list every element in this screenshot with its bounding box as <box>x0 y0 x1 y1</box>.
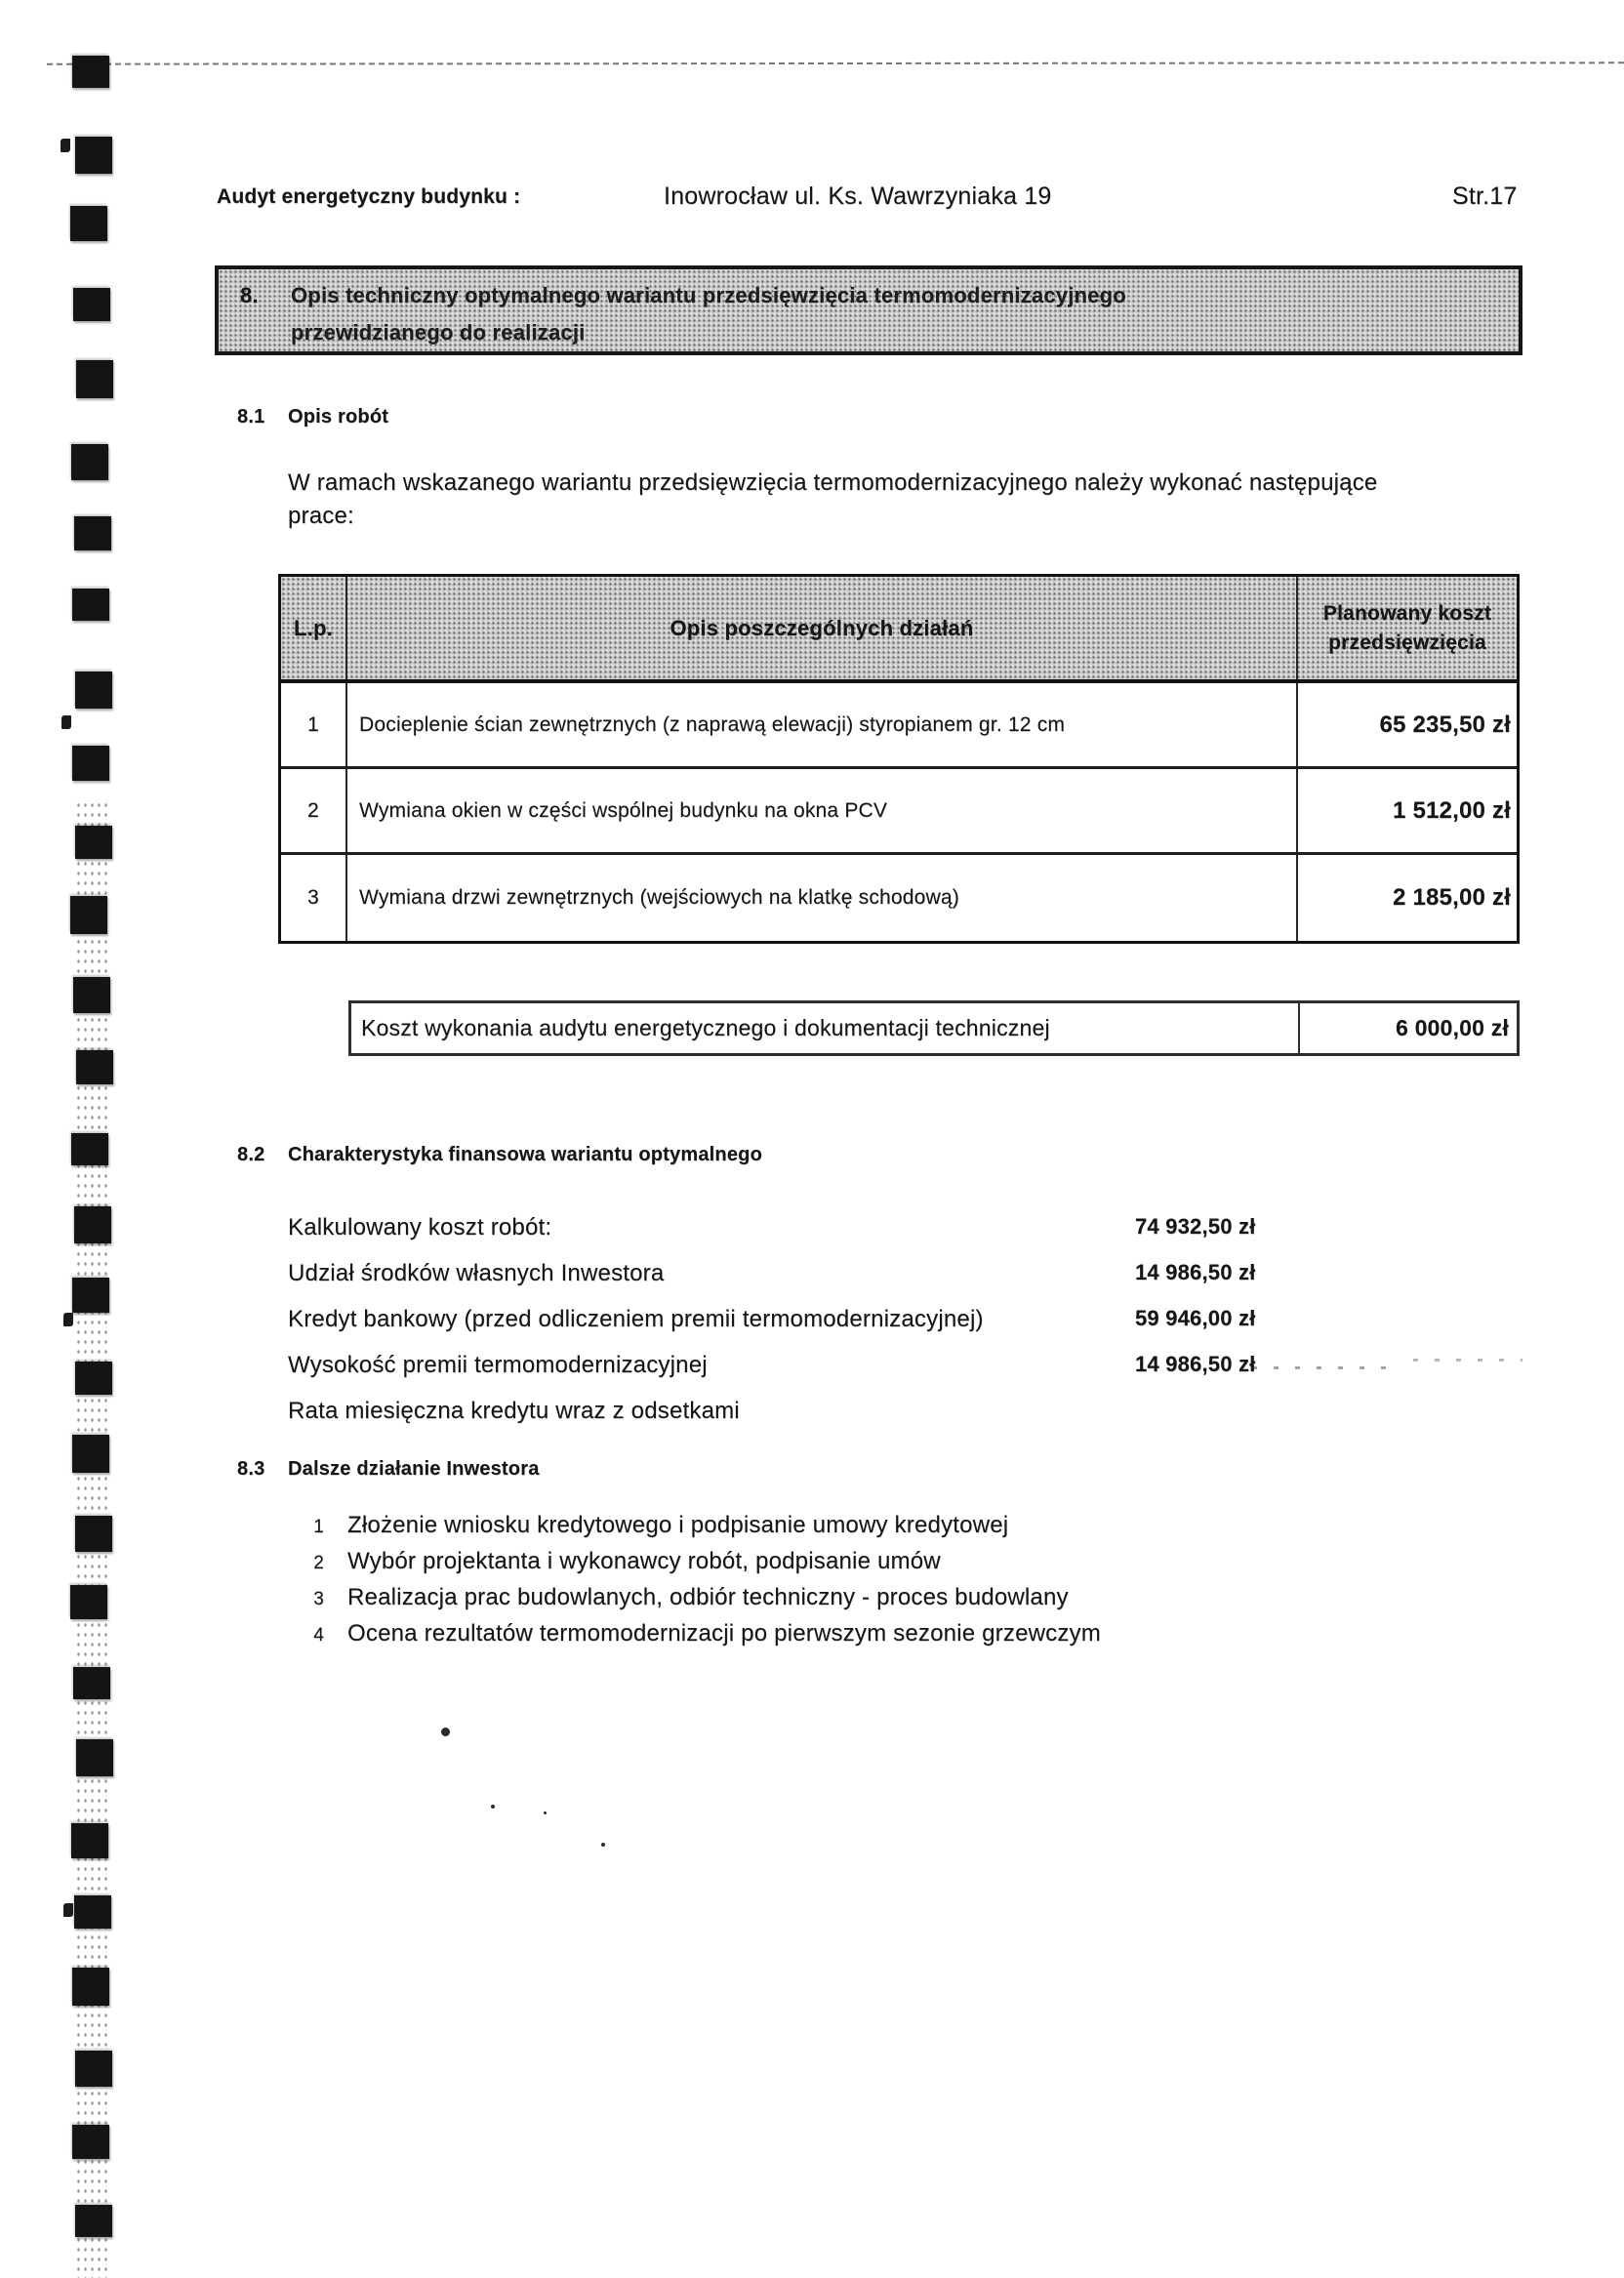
binding-mark <box>72 746 109 781</box>
binding-mark <box>73 977 110 1013</box>
binding-mark <box>72 56 109 88</box>
works-table <box>278 574 1520 944</box>
header-doc-label: Audyt energetyczny budynku : <box>217 185 521 208</box>
binding-mark <box>76 1739 113 1776</box>
scan-speck <box>491 1805 495 1809</box>
action-number: 2 <box>313 1553 324 1573</box>
row-number: 1 <box>281 683 347 766</box>
column-header-cost: Planowany koszt przedsięwzięcia <box>1296 577 1517 679</box>
table-row <box>281 855 1517 941</box>
binding-mark <box>72 2125 109 2159</box>
binding-mark <box>71 1133 108 1165</box>
scan-artifact <box>61 139 70 152</box>
section-8-2-title: Charakterystyka finansowa wariantu optymalnego <box>288 1144 763 1165</box>
binding-mark <box>71 444 108 480</box>
binding-mark <box>72 589 109 621</box>
binding-mark <box>70 896 107 934</box>
binding-mark <box>75 137 112 174</box>
section-8-1-heading <box>237 406 388 428</box>
list-item <box>303 1507 1101 1543</box>
section-8-title <box>291 277 1126 351</box>
column-header-description: Opis poszczególnych działań <box>670 615 974 640</box>
binding-mark <box>70 1585 107 1619</box>
section-8-3-title: Dalsze działanie Inwestora <box>288 1458 540 1480</box>
row-description: Docieplenie ścian zewnętrznych (z naprawą elewacji) styropianem gr. 12 cm <box>359 712 1066 736</box>
list-item <box>303 1615 1101 1651</box>
section-8-1-title: Opis robót <box>288 406 389 427</box>
financial-label: Kalkulowany koszt robót: <box>288 1214 552 1241</box>
audit-cost-value: 6 000,00 zł <box>1298 1003 1517 1053</box>
binding-mark <box>73 288 110 321</box>
action-text: Realizacja prac budowlanych, odbiór techniczny - proces budowlany <box>347 1584 1069 1610</box>
financial-label: Udział środków własnych Inwestora <box>288 1260 665 1286</box>
works-intro-paragraph: W ramach wskazanego wariantu przedsięwzięcia termomodernizacyjnego należy wykonać następujące prace: <box>288 469 1378 529</box>
binding-mark <box>72 1435 109 1473</box>
financial-label: Kredyt bankowy (przed odliczeniem premii termomodernizacyjnej) <box>288 1306 984 1332</box>
section-8-title-line-1: Opis techniczny optymalnego wariantu przedsięwzięcia termomodernizacyjnego <box>291 283 1126 307</box>
binding-mark <box>75 1362 112 1395</box>
binding-mark <box>74 516 111 550</box>
binding-mark <box>75 2205 112 2237</box>
scan-edge-line <box>47 61 1624 64</box>
header-address: Inowrocław ul. Ks. Wawrzyniaka 19 <box>664 183 1052 210</box>
financial-item <box>288 1342 1440 1388</box>
binding-mark <box>72 1278 109 1313</box>
section-8-3-number: 8.3 <box>237 1458 265 1480</box>
binding-mark <box>70 206 107 241</box>
action-text: Ocena rezultatów termomodernizacji po pierwszym sezonie grzewczym <box>347 1620 1101 1647</box>
scan-artifact <box>63 1313 73 1326</box>
binding-mark <box>75 826 112 859</box>
works-table-header <box>281 577 1517 683</box>
binding-mark <box>76 1050 113 1084</box>
binding-mark <box>74 1206 111 1243</box>
row-cost: 65 235,50 zł <box>1296 683 1517 766</box>
row-number: 3 <box>281 855 347 941</box>
action-number: 3 <box>313 1589 324 1609</box>
section-8-number: 8. <box>240 283 259 307</box>
financial-item <box>288 1296 1440 1342</box>
financial-value: 14 986,50 zł <box>1135 1260 1256 1284</box>
financial-item <box>288 1204 1440 1250</box>
financial-summary-list <box>288 1204 1440 1434</box>
section-8-2-heading <box>237 1144 762 1166</box>
list-item <box>303 1543 1101 1579</box>
binding-mark <box>74 1895 111 1929</box>
binding-mark <box>75 1516 112 1552</box>
audit-cost-row <box>348 1000 1520 1056</box>
binding-mark <box>76 360 113 398</box>
action-text: Wybór projektanta i wykonawcy robót, podpisanie umów <box>347 1548 941 1574</box>
scan-artifact <box>63 1903 73 1917</box>
investor-actions-list <box>303 1507 1101 1651</box>
section-8-1-number: 8.1 <box>237 406 265 427</box>
scan-speck <box>544 1811 547 1814</box>
financial-label: Wysokość premii termomodernizacyjnej <box>288 1352 708 1378</box>
section-8-3-heading <box>237 1458 540 1481</box>
financial-value: 14 986,50 zł <box>1135 1352 1256 1376</box>
financial-item <box>288 1250 1440 1296</box>
header-page-number: Str.17 <box>1452 183 1518 210</box>
column-header-lp: L.p. <box>281 577 347 679</box>
scan-artifact <box>61 715 71 729</box>
binding-mark <box>75 2051 112 2087</box>
action-text: Złożenie wniosku kredytowego i podpisanie umowy kredytowej <box>347 1512 1009 1538</box>
action-number: 4 <box>313 1625 324 1646</box>
row-description: Wymiana okien w części wspólnej budynku na okna PCV <box>359 798 888 822</box>
table-row <box>281 683 1517 769</box>
section-8-heading-box <box>215 265 1522 355</box>
section-8-2-number: 8.2 <box>237 1144 265 1165</box>
binding-mark <box>75 671 112 709</box>
table-row <box>281 769 1517 855</box>
audit-cost-description: Koszt wykonania audytu energetycznego i dokumentacji technicznej <box>361 1015 1050 1040</box>
action-number: 1 <box>313 1517 324 1537</box>
financial-item <box>288 1388 1440 1434</box>
scan-speck <box>441 1728 450 1736</box>
row-description: Wymiana drzwi zewnętrznych (wejściowych na klatkę schodową) <box>359 886 959 909</box>
binding-mark <box>71 1823 108 1858</box>
list-item <box>303 1579 1101 1615</box>
binding-mark <box>73 1667 110 1699</box>
financial-value: 74 932,50 zł <box>1135 1214 1256 1239</box>
binding-mark <box>72 1968 109 2006</box>
section-8-title-line-2: przewidzianego do realizacji <box>291 320 586 345</box>
financial-value: 59 946,00 zł <box>1135 1306 1256 1330</box>
financial-label: Rata miesięczna kredytu wraz z odsetkami <box>288 1398 740 1424</box>
row-cost: 2 185,00 zł <box>1296 855 1517 941</box>
row-number: 2 <box>281 769 347 852</box>
row-cost: 1 512,00 zł <box>1296 769 1517 852</box>
scan-speck <box>601 1843 605 1847</box>
